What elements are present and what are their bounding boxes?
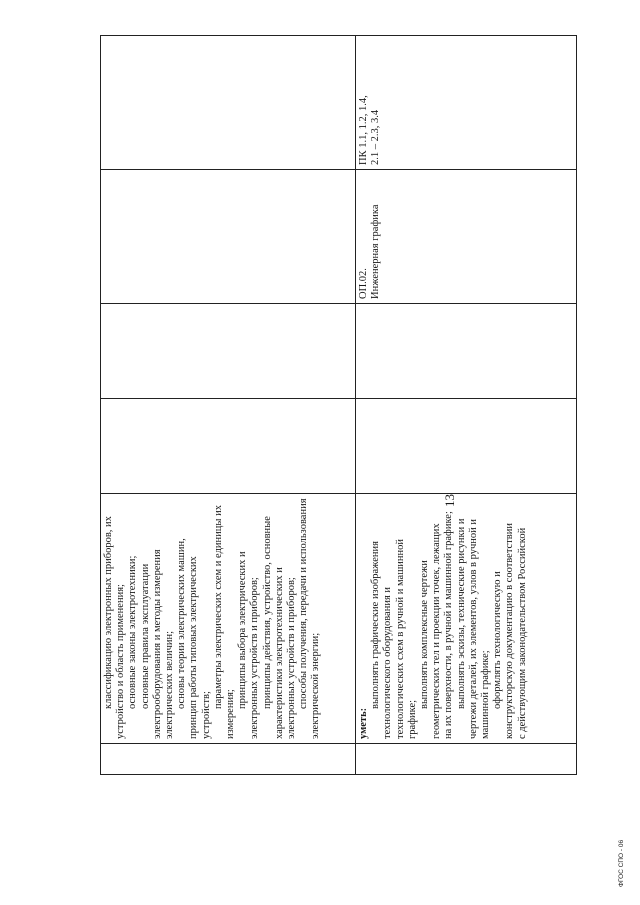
- text-line: принципы действия, устройство, основные: [261, 516, 273, 709]
- skills-list: [370, 498, 529, 739]
- text-line: принципы выбора электрических и: [237, 551, 249, 709]
- text-line: устройство и область применения;: [115, 584, 127, 739]
- text-line: параметры электрических схем и единицы их: [212, 505, 224, 709]
- text-line: технологических схем в ручной и машинной: [394, 538, 406, 739]
- text-line: основные законы электротехники;: [127, 555, 139, 709]
- text-line: характеристики электротехнических и: [273, 567, 285, 739]
- text-line: электронных устройств и приборов;: [249, 577, 261, 739]
- footer-label: ФГОС СПО - 06: [618, 839, 625, 887]
- text-line: измерения;: [225, 689, 237, 739]
- text-line: графике;: [406, 699, 418, 739]
- page-number: 13: [442, 494, 457, 507]
- discipline-name: Инженерная графика: [370, 204, 382, 299]
- discipline-code: ОП.02.: [358, 268, 369, 299]
- text-line: электрических величин;: [164, 630, 176, 739]
- table-row: [356, 36, 576, 774]
- text-line: устройств;: [200, 691, 212, 739]
- skills-cell: [356, 494, 576, 744]
- skills-heading: уметь:: [358, 707, 369, 739]
- text-line: машинной графике;: [480, 650, 492, 739]
- text-line: чертежи деталей, их элементов, узлов в ручной и: [467, 518, 479, 739]
- discipline-cell: [356, 170, 576, 304]
- competencies-cell: [101, 36, 355, 170]
- text-line: выполнять графические изображения: [370, 541, 382, 709]
- hours-cell: [356, 304, 576, 399]
- index-cell: [101, 744, 355, 774]
- text-line: оформлять технологическую и: [492, 571, 504, 709]
- text-line: выполнять эскизы, технические рисунки и: [455, 518, 467, 709]
- max-hours-cell: [356, 399, 576, 494]
- competencies-line: ПК 1.1, 1.2, 1.4,: [358, 95, 369, 165]
- text-line: классификацию электронных приборов, их: [103, 516, 114, 709]
- max-hours-cell: [101, 399, 355, 494]
- text-line: геометрических тел и проекции точек, лежащих: [431, 523, 443, 739]
- text-line: конструкторскую документацию в соответствии: [504, 523, 516, 739]
- discipline-cell: [101, 170, 355, 304]
- text-line: основы теории электрических машин,: [176, 538, 188, 709]
- text-line: способы получения, передачи и использования: [298, 498, 310, 709]
- text-line: электронных устройств и приборов;: [286, 577, 298, 739]
- text-line: электрооборудования и методы измерения: [151, 549, 163, 739]
- competencies-line: 2.1 – 2.3, 3.4: [370, 109, 382, 165]
- knowledge-cell: [101, 494, 355, 744]
- standards-table: [100, 35, 577, 775]
- hours-cell: [101, 304, 355, 399]
- text-line: принцип работы типовых электрических: [188, 556, 200, 739]
- text-line: на их поверхности, в ручной и машинной графике;: [443, 511, 455, 739]
- competencies-cell: [356, 36, 576, 170]
- text-line: выполнять комплексные чертежи: [419, 560, 431, 709]
- knowledge-list: [103, 498, 323, 739]
- text-line: с действующим законодательством Российской: [516, 527, 528, 739]
- text-line: технологического оборудования и: [382, 586, 394, 739]
- index-cell: [356, 744, 576, 774]
- text-line: электрической энергии;: [310, 632, 322, 739]
- table-row: [101, 36, 356, 774]
- text-line: основные правила эксплуатации: [139, 563, 151, 709]
